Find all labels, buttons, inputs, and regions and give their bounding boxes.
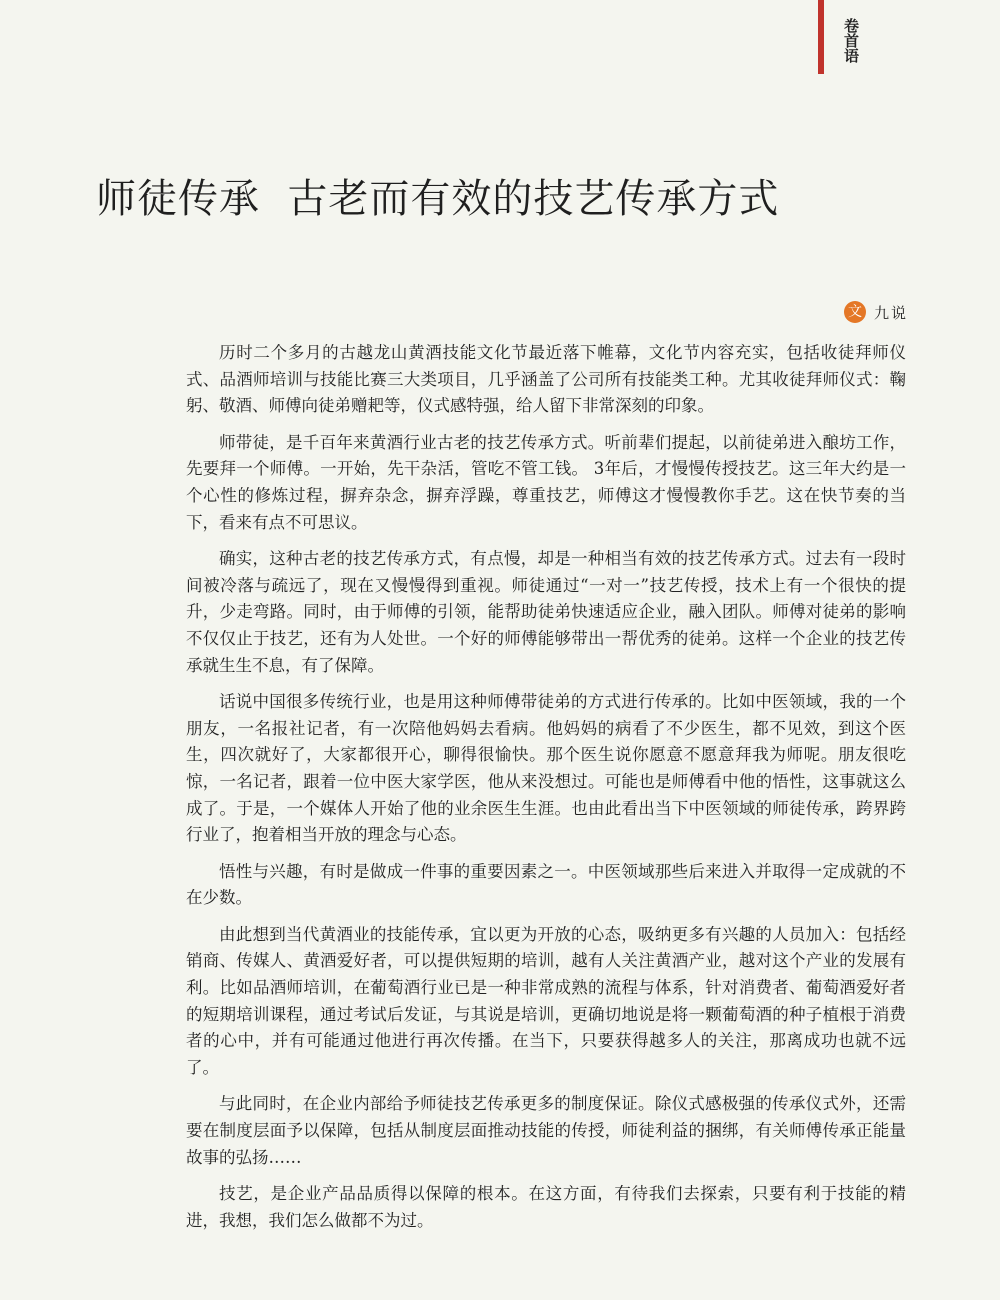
article-title: 师徒传承 古老而有效的技艺传承方式 <box>96 176 780 222</box>
paragraph: 技艺，是企业产品品质得以保障的根本。在这方面，有待我们去探索，只要有利于技能的精进，我想，我们怎么做都不为过。 <box>186 1184 906 1230</box>
paragraph: 历时二个多月的古越龙山黄酒技能文化节最近落下帷幕，文化节内容充实，包括收徒拜师仪式、品酒师培训与技能比赛三大类项目，几乎涵盖了公司所有技能类工种。尤其收徒拜师仪式：鞠躬、敬酒、师傅向徒弟赠耙等，仪式感特强，给人留下非常深刻的印象。 <box>186 343 906 416</box>
article-body <box>186 340 906 1244</box>
paragraph: 与此同时，在企业内部给予师徒技艺传承更多的制度保证。除仪式感极强的传承仪式外，还需要在制度层面予以保障，包括从制度层面推动技能的传授，师徒利益的捆绑，有关师傅传承正能量故事的弘扬…… <box>186 1094 906 1167</box>
byline <box>844 300 908 324</box>
section-label: 卷首语 <box>842 18 860 63</box>
paragraph: 由此想到当代黄酒业的技能传承，宜以更为开放的心态，吸纳更多有兴趣的人员加入：包括经销商、传媒人、黄酒爱好者，可以提供短期的培训，越有人关注黄酒产业，越对这个产业的发展有利。比如品酒师培训，在葡萄酒行业已是一种非常成熟的流程与体系，针对消费者、葡萄酒爱好者的短期培训课程，通过考试后发证，与其说是培训，更确切地说是将一颗葡萄酒的种子植根于消费者的心中，并有可能通过他进行再次传播。在当下，只要获得越多人的关注，那离成功也就不远了。 <box>186 924 906 1077</box>
paragraph: 确实，这种古老的技艺传承方式，有点慢，却是一种相当有效的技艺传承方式。过去有一段时间被冷落与疏远了，现在又慢慢得到重视。师徒通过“一对一”技艺传授，技术上有一个很快的提升，少走弯路。同时，由于师傅的引领，能帮助徒弟快速适应企业，融入团队。师傅对徒弟的影响不仅仅止于技艺，还有为人处世。一个好的师傅能够带出一帮优秀的徒弟。这样一个企业的技艺传承就生生不息，有了保障。 <box>186 549 906 675</box>
author-name: 九说 <box>874 303 909 322</box>
paragraph: 师带徒，是千百年来黄酒行业古老的技艺传承方式。听前辈们提起，以前徒弟进入酿坊工作，先要拜一个师傅。一开始，先干杂活，管吃不管工钱。 3年后，才慢慢传授技艺。这三年大约是一个心性的修炼过程，摒弃杂念，摒弃浮躁，尊重技艺，师傅这才慢慢教你手艺。这在快节奏的当下，看来有点不可思议。 <box>186 432 906 532</box>
paragraph: 话说中国很多传统行业，也是用这种师傅带徒弟的方式进行传承的。比如中医领域，我的一个朋友，一名报社记者，有一次陪他妈妈去看病。他妈妈的病看了不少医生，都不见效，到这个医生，四次就好了，大家都很开心，聊得很愉快。那个医生说你愿意不愿意拜我为师呢。朋友很吃惊，一名记者，跟着一位中医大家学医，他从来没想过。可能也是师傅看中他的悟性，这事就这么成了。于是，一个媒体人开始了他的业余医生生涯。也由此看出当下中医领域的师徒传承，跨界跨行业了，抱着相当开放的理念与心态。 <box>186 692 906 845</box>
byline-badge: 文 <box>844 301 866 323</box>
paragraph: 悟性与兴趣，有时是做成一件事的重要因素之一。中医领域那些后来进入并取得一定成就的不在少数。 <box>186 861 906 908</box>
section-marker-bar <box>818 0 824 74</box>
